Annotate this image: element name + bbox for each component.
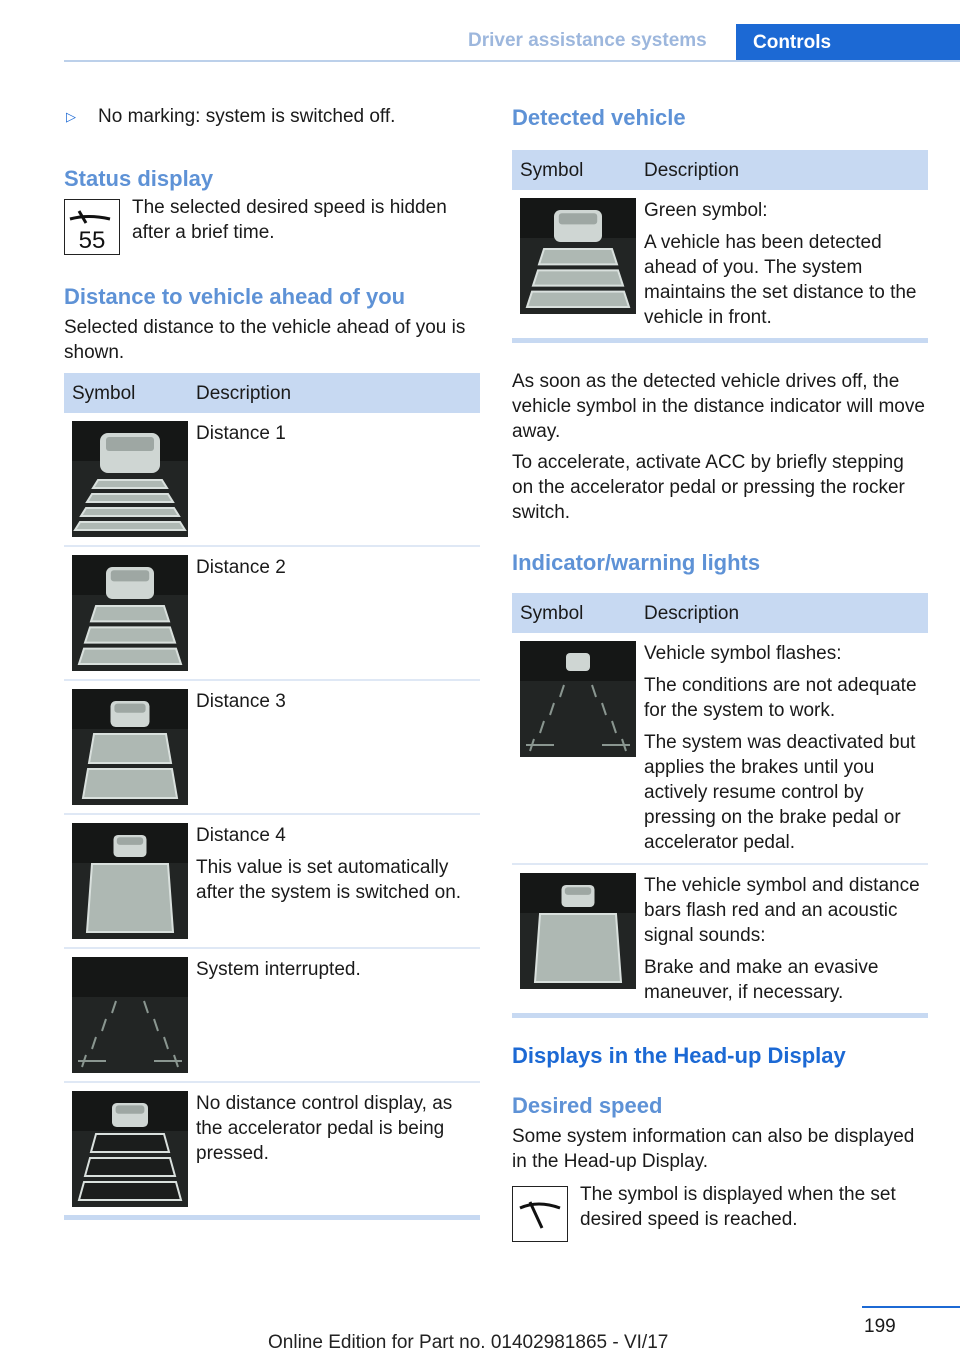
symbol-cell bbox=[64, 680, 188, 814]
paragraph-drives-off: As soon as the detected vehicle drives off, the vehicle symbol in the distance indicator will move away. bbox=[512, 371, 925, 442]
table-row bbox=[64, 814, 480, 948]
table-row bbox=[64, 413, 480, 546]
footer-rule bbox=[862, 1306, 960, 1308]
speed-55-icon bbox=[64, 199, 120, 255]
symbol-cell bbox=[64, 413, 188, 546]
table-header-description: Description bbox=[636, 150, 928, 190]
desired-speed-reached-icon bbox=[512, 1186, 568, 1242]
table-header-description: Description bbox=[636, 593, 928, 633]
description-line: Vehicle symbol flashes: bbox=[644, 643, 842, 664]
distance-table bbox=[64, 373, 480, 1215]
symbol-cell bbox=[64, 948, 188, 1082]
running-header-tab: Controls bbox=[736, 24, 960, 62]
description-line: A vehicle has been detected ahead of you. The system maintains the set distance to the vehicle in front. bbox=[644, 232, 917, 328]
paragraph-accelerate: To accelerate, activate ACC by briefly stepping on the accelerator pedal or pressing the rocker switch. bbox=[512, 452, 905, 523]
symbol-cell bbox=[64, 1082, 188, 1215]
table-end-rule bbox=[64, 1215, 480, 1220]
table-header-symbol: Symbol bbox=[64, 373, 188, 413]
description-cell bbox=[188, 814, 480, 948]
description-line: System interrupted. bbox=[196, 959, 361, 980]
indicator-heading: Indicator/warning lights bbox=[512, 550, 761, 575]
description-cell bbox=[188, 546, 480, 680]
table-row bbox=[64, 680, 480, 814]
detected-vehicle-table bbox=[512, 150, 928, 338]
table-header-symbol: Symbol bbox=[512, 593, 636, 633]
desired-speed-heading: Desired speed bbox=[512, 1093, 663, 1118]
distance-2-symbol-icon bbox=[72, 555, 188, 671]
description-line: The vehicle symbol and distance bars flash red and an acoustic signal sounds: bbox=[644, 875, 920, 946]
bullet-item bbox=[64, 104, 480, 129]
table-row bbox=[512, 633, 928, 864]
table-row bbox=[512, 190, 928, 338]
description-line: Brake and make an evasive maneuver, if necessary. bbox=[644, 957, 879, 1003]
edition-note: Online Edition for Part no. 01402981865 - VI/17 bbox=[268, 1332, 669, 1353]
description-line: The conditions are not adequate for the system to work. bbox=[644, 675, 917, 721]
running-header-section: Driver assistance systems bbox=[468, 30, 707, 51]
vehicle-detected-symbol-icon bbox=[520, 198, 636, 314]
hud-heading: Displays in the Head-up Display bbox=[512, 1043, 846, 1068]
table-header-description: Description bbox=[188, 373, 480, 413]
distance-intro: Selected distance to the vehicle ahead of you is shown. bbox=[64, 317, 466, 363]
symbol-cell bbox=[64, 814, 188, 948]
speed-number: 55 bbox=[78, 227, 106, 253]
left-column bbox=[64, 104, 480, 1220]
distance-4-symbol-icon bbox=[72, 823, 188, 939]
right-column bbox=[512, 104, 928, 1242]
desired-speed-icon-text: The symbol is displayed when the set desired speed is reached. bbox=[580, 1184, 896, 1230]
status-display-heading: Status display bbox=[64, 166, 214, 191]
distance-1-symbol-icon bbox=[72, 421, 188, 537]
description-line: Green symbol: bbox=[644, 200, 768, 221]
indicator-table bbox=[512, 593, 928, 1013]
table-header-symbol: Symbol bbox=[512, 150, 636, 190]
table-row bbox=[64, 546, 480, 680]
symbol-cell bbox=[64, 546, 188, 680]
distance-heading: Distance to vehicle ahead of you bbox=[64, 284, 406, 309]
desired-speed-text: Some system information can also be displayed in the Head-up Display. bbox=[512, 1126, 915, 1172]
accelerator-pressed-symbol-icon bbox=[72, 1091, 188, 1207]
description-line: No distance control display, as the accelerator pedal is being pressed. bbox=[196, 1093, 453, 1164]
table-row bbox=[64, 1082, 480, 1215]
symbol-cell bbox=[512, 633, 636, 864]
description-line: Distance 4 bbox=[196, 825, 286, 846]
table-row bbox=[64, 948, 480, 1082]
description-cell bbox=[636, 864, 928, 1013]
distance-3-symbol-icon bbox=[72, 689, 188, 805]
status-display-text: The selected desired speed is hidden after a brief time. bbox=[132, 197, 447, 243]
description-cell bbox=[188, 413, 480, 546]
system-interrupted-symbol-icon bbox=[72, 957, 188, 1073]
triangle-bullet-icon: ▷ bbox=[66, 109, 76, 124]
detected-vehicle-heading: Detected vehicle bbox=[512, 105, 686, 130]
description-line: Distance 1 bbox=[196, 423, 286, 444]
page-number: 199 bbox=[864, 1316, 896, 1337]
header-rule bbox=[64, 60, 960, 62]
description-line: Distance 3 bbox=[196, 691, 286, 712]
table-end-rule bbox=[512, 338, 928, 343]
description-cell bbox=[636, 633, 928, 864]
bullet-text: No marking: system is switched off. bbox=[98, 106, 396, 127]
table-end-rule bbox=[512, 1013, 928, 1018]
distance-warning-symbol-icon bbox=[520, 873, 636, 989]
status-display-row bbox=[64, 199, 480, 255]
table-row bbox=[512, 864, 928, 1013]
description-line: Distance 2 bbox=[196, 557, 286, 578]
description-cell bbox=[636, 190, 928, 338]
description-cell bbox=[188, 1082, 480, 1215]
desired-speed-row bbox=[512, 1186, 928, 1242]
vehicle-flashing-symbol-icon bbox=[520, 641, 636, 757]
description-cell bbox=[188, 948, 480, 1082]
symbol-cell bbox=[512, 190, 636, 338]
symbol-cell bbox=[512, 864, 636, 1013]
description-line: This value is set automatically after the system is switched on. bbox=[196, 857, 462, 903]
description-line: The system was deactivated but applies the brakes until you actively resume control by pressing on the brake pedal or accelerator pedal. bbox=[644, 732, 916, 853]
description-cell bbox=[188, 680, 480, 814]
